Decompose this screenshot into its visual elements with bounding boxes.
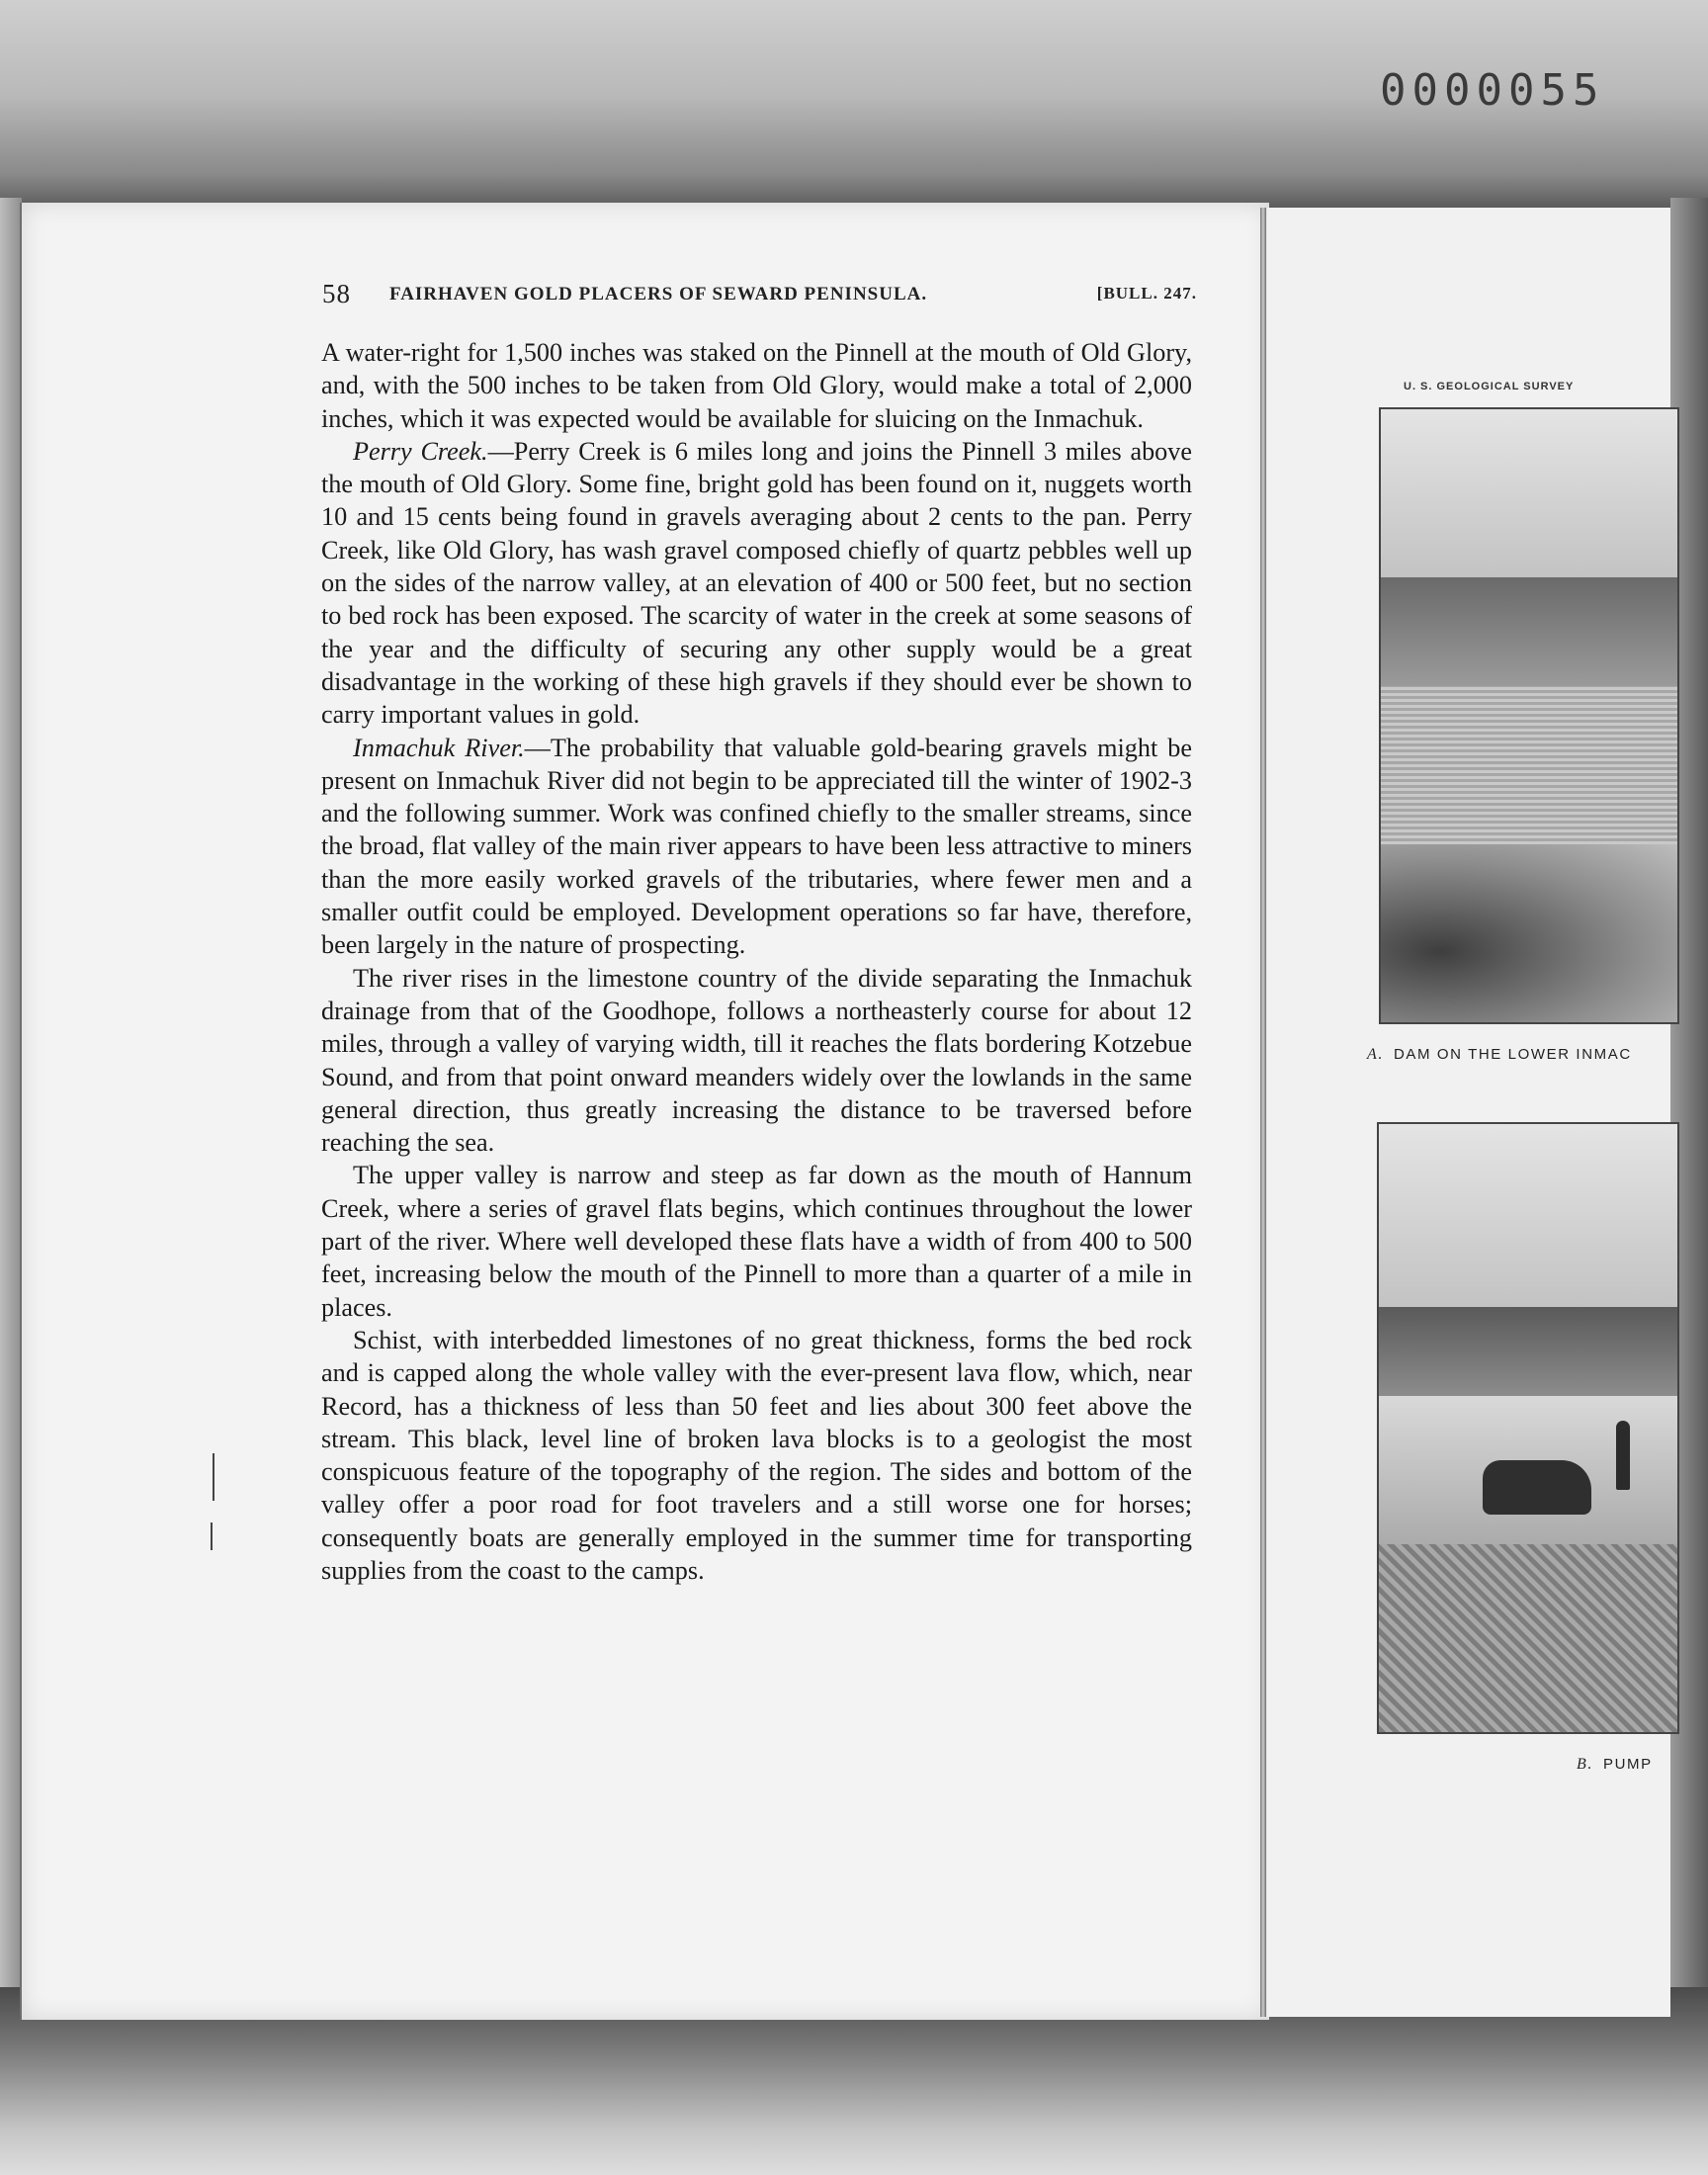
bulletin-ref: [BULL. 247. — [1096, 284, 1197, 303]
photo-pump — [1377, 1122, 1679, 1734]
page-fold — [1260, 208, 1266, 2017]
caption-letter: A. — [1367, 1046, 1384, 1063]
document-number: 0000055 — [1380, 65, 1605, 116]
paragraph-river-course: The river rises in the limestone country of the divide separating the Inmachuk drainage from that of the Goodhope, follows a northeasterly course for about 12 miles, through a valley of varying width, till it reaches the flats bordering Kotzebue Sound, and from that point onward meanders widely over the lowlands in the same general direction, thus greatly increasing the distance to be traversed before reaching the sea. — [321, 963, 1192, 1158]
horse-figure — [1483, 1460, 1591, 1515]
paragraph-water-right: A water-right for 1,500 inches was staked on the Pinnell at the mouth of Old Glory, and, with the 500 inches to be taken from Old Glory, would make a total of 2,000 inches, which it was expected would be available for sluicing on the Inmachuk. — [321, 338, 1192, 433]
person-figure — [1616, 1421, 1630, 1490]
page-number: 58 — [322, 279, 351, 308]
scan-shadow-left — [0, 198, 22, 2007]
paragraph-upper-valley: The upper valley is narrow and steep as far down as the mouth of Hannum Creek, where a series of gravel flats begins, which continues throughout the lower part of the river. Where well developed these flats have a width of from 400 to 500 feet, increasing below the mouth of the Pinnell to more than a quarter of a mile in places. — [321, 1161, 1192, 1322]
section-title-perry-creek: Perry Creek. — [353, 436, 488, 466]
plate-agency-label: U. S. GEOLOGICAL SURVEY — [1404, 381, 1575, 392]
photo-caption-a — [1367, 1046, 1632, 1064]
caption-letter: B. — [1577, 1756, 1593, 1773]
photo-dam — [1379, 407, 1679, 1024]
paragraph-inmachuk-river — [321, 732, 1192, 962]
section-title-inmachuk-river: Inmachuk River. — [353, 733, 525, 762]
paragraph-text: —The probability that valuable gold-bearing gravels might be present on Inmachuk River did not begin to be appreciated till the winter of 1902-3 and the following summer. Work was confined chiefly to the smaller streams, since the broad, flat valley of the main river appears to have been less attractive to miners than the more easily worked gravels of the tributaries, where fewer men and a smaller outfit could be employed. Development operations so far have, therefore, been largely in the nature of prospecting. — [321, 733, 1192, 960]
paragraph-bed-rock: Schist, with interbedded limestones of no great thickness, forms the bed rock and is capped along the whole valley with the ever-present lava flow, which, near Record, has a thickness of less than 50 feet and lies about 300 feet above the stream. This black, level line of broken lava blocks is to a geologist the most conspicuous feature of the topography of the region. The sides and bottom of the valley offer a poor road for foot travelers and a still worse one for horses; consequently boats are generally employed in the summer time for transporting supplies from the coast to the camps. — [321, 1325, 1192, 1585]
margin-mark — [213, 1453, 214, 1501]
margin-mark — [211, 1522, 213, 1550]
caption-text: DAM ON THE LOWER INMAC — [1393, 1046, 1632, 1063]
body-text — [321, 336, 1192, 1587]
photo-caption-b — [1577, 1756, 1653, 1774]
caption-text: PUMP — [1602, 1756, 1653, 1773]
paragraph-text: —Perry Creek is 6 miles long and joins the Pinnell 3 miles above the mouth of Old Glory. Some fine, bright gold has been found on it, nuggets worth 10 and 15 cents being found in gravels averaging about 2 cents to the pan. Perry Creek, like Old Glory, has wash gravel composed chiefly of quartz pebbles well up on the sides of the narrow valley, at an elevation of 400 or 500 feet, but no section to bed rock has been exposed. The scarcity of water in the creek at some seasons of the year and the difficulty of securing any other supply would be a great disadvantage in the working of these high gravels if they should ever be shown to carry important values in gold. — [321, 436, 1192, 730]
paragraph-perry-creek — [321, 435, 1192, 732]
running-title: FAIRHAVEN GOLD PLACERS OF SEWARD PENINSULA. — [389, 284, 928, 304]
running-head — [322, 279, 1197, 314]
